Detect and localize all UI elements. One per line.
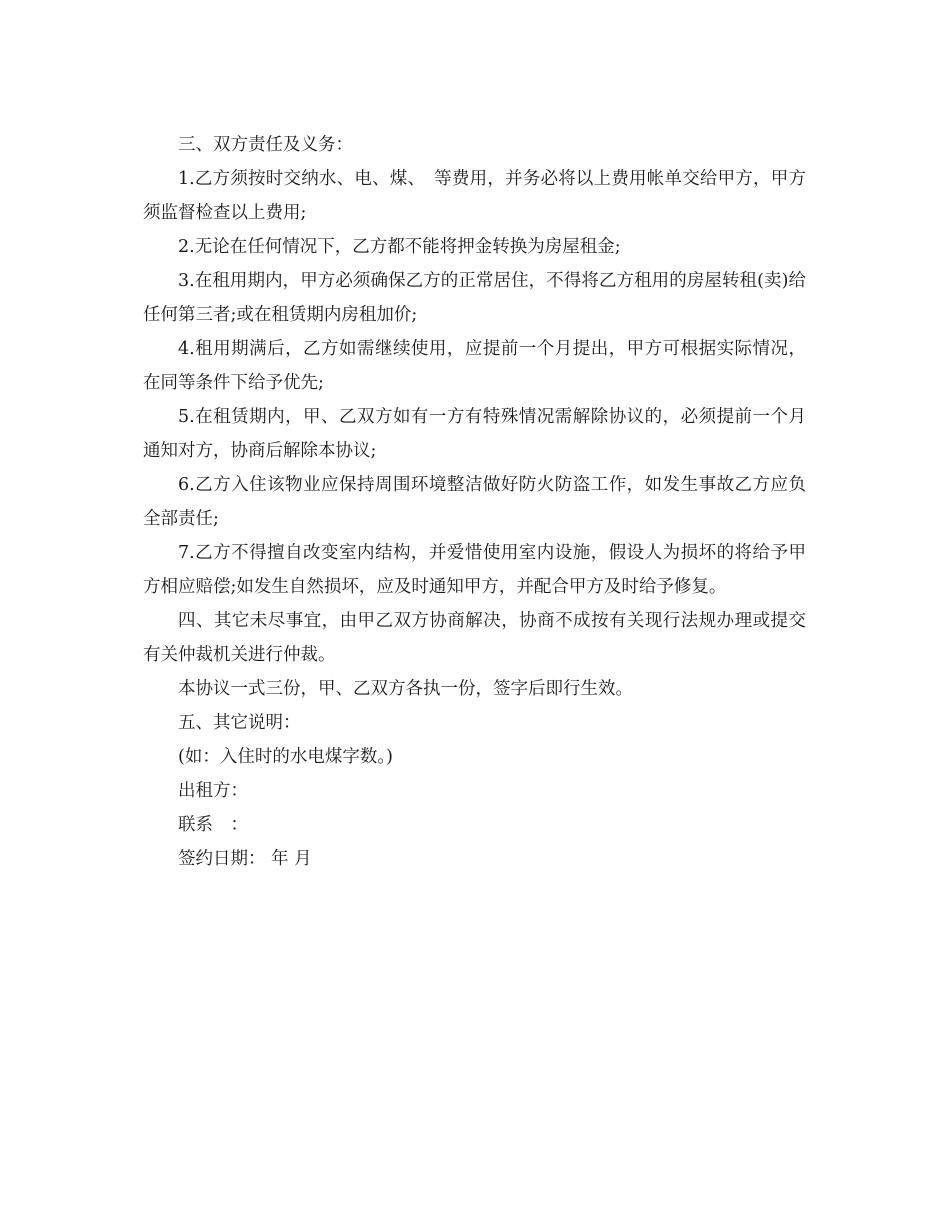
section-5-example: (如：入住时的水电煤字数。) [178,747,393,767]
clause-5: 5.在租赁期内，甲、乙双方如有一方有特殊情况需解除协议的，必须提前一个月通知对方，协商后解除本协议; [143,407,806,461]
contact-label: 联系 ： [178,815,248,835]
clause-3: 3.在租用期内，甲方必须确保乙方的正常居住，不得将乙方租用的房屋转租(卖)给任何第三者;或在租赁期内房租加价; [143,271,806,325]
document-body [143,128,806,876]
section-5-heading: 五、其它说明： [178,713,301,733]
copies-note: 本协议一式三份，甲、乙双方各执一份，签字后即行生效。 [178,679,633,699]
clause-2: 2.无论在任何情况下，乙方都不能将押金转换为房屋租金; [178,237,621,257]
section-3-heading: 三、双方责任及义务： [178,135,353,155]
clause-4: 4.租用期满后，乙方如需继续使用，应提前一个月提出，甲方可根据实际情况，在同等条件下给予优先; [143,339,806,393]
lessor-label: 出租方： [178,781,248,801]
clause-6: 6.乙方入住该物业应保持周围环境整洁做好防火防盗工作，如发生事故乙方应负全部责任; [143,475,806,529]
clause-7: 7.乙方不得擅自改变室内结构，并爱惜使用室内设施，假设人为损坏的将给予甲方相应赔偿;如发生自然损坏，应及时通知甲方，并配合甲方及时给予修复。 [143,543,806,597]
clause-1: 1.乙方须按时交纳水、电、煤、 等费用，并务必将以上费用帐单交给甲方，甲方须监督检查以上费用; [143,169,806,223]
section-4: 四、其它未尽事宜，由甲乙双方协商解决，协商不成按有关现行法规办理或提交有关仲裁机关进行仲裁。 [143,611,806,665]
signing-date-label: 签约日期： 年 月 [178,849,312,869]
